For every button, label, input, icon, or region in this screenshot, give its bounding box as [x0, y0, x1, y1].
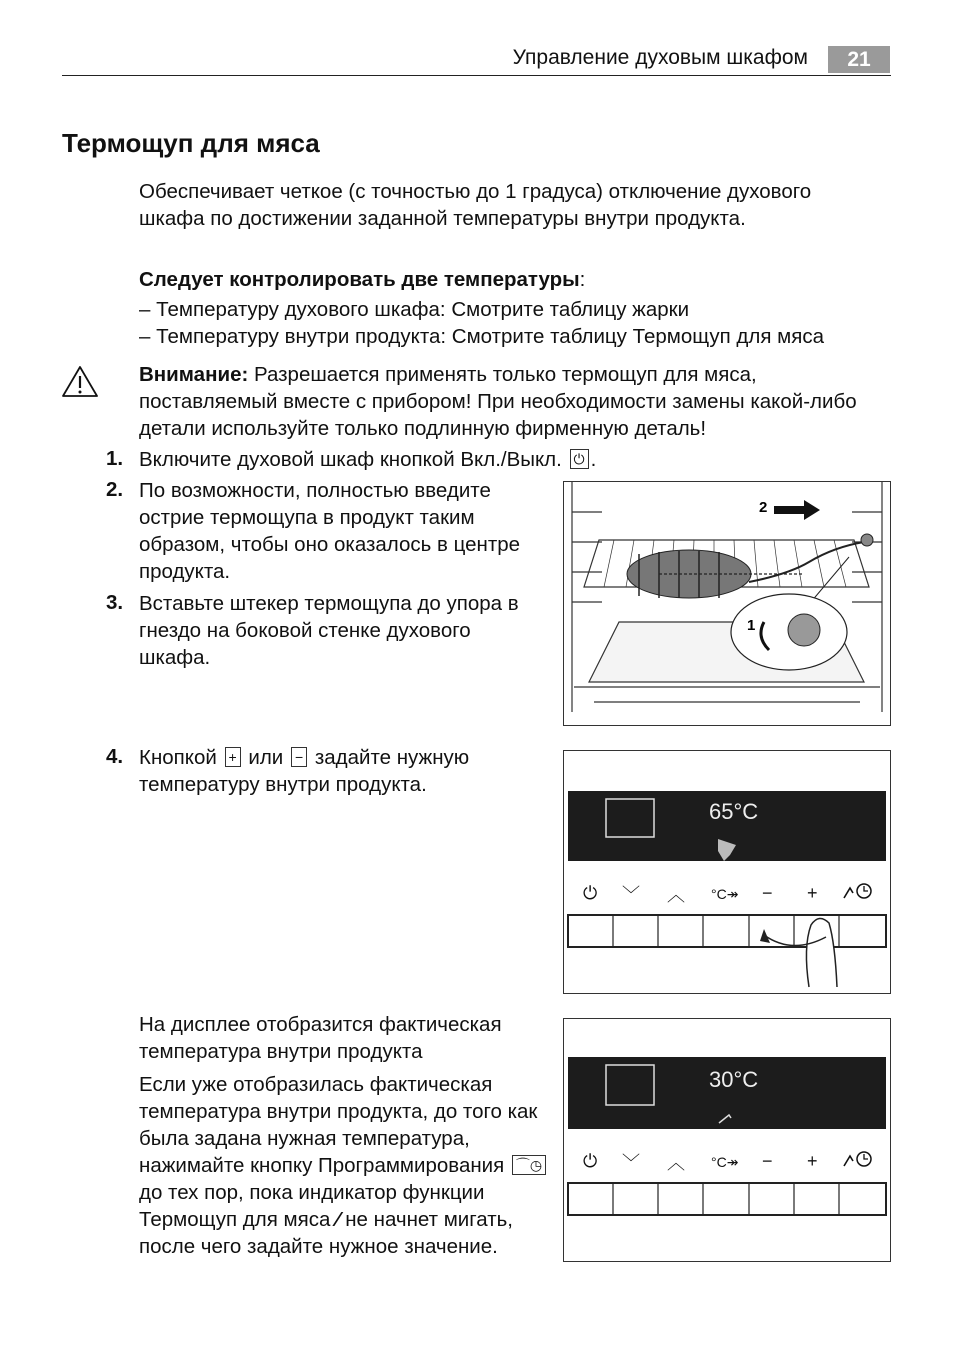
control-item-1: – Температуру духового шкафа: Смотрите таблицу жарки — [139, 298, 690, 321]
programming-note-b: до тех пор, пока индикатор функции Термощуп для мяса — [139, 1181, 485, 1231]
panel-2-illustration — [564, 1019, 890, 1261]
panel-1-power-icon: ⏻ — [583, 883, 598, 903]
step-4-text-b: или — [242, 746, 289, 769]
control-panel-figure-2 — [563, 1018, 891, 1262]
panel-1-fast-heat-icon: °C↠ — [711, 886, 739, 902]
control-heading: Следует контролировать две температуры — [139, 268, 580, 291]
control-item-2: – Температуру внутри продукта: Смотрите таблицу Термощуп для мяса — [139, 325, 824, 348]
meat-probe-icon: ⁄ — [336, 1208, 340, 1231]
pressing-finger — [760, 918, 837, 987]
panel-1-down-icon: ﹀ — [622, 885, 640, 905]
oven-illustration — [564, 482, 890, 725]
panel-2-minus-icon: − — [762, 1151, 773, 1171]
panel-2-symbols — [583, 1151, 871, 1173]
page-number: 21 — [828, 46, 890, 73]
figure-label-1: 1 — [747, 617, 756, 634]
step-2-text: По возможности, полностью введите острие термощупа в продукт таким образом, чтобы оно оказалось в центре продукта. — [139, 479, 521, 583]
panel-2-plus-icon: + — [807, 1151, 818, 1171]
step-2-number: 2. — [106, 478, 124, 501]
header-rule — [62, 75, 891, 76]
step-4-text-c: задайте нужную температуру внутри продукта. — [139, 746, 470, 796]
programming-note-a: Если уже отобразилась фактическая температура внутри продукта, до того как была задана нужная температура, нажимайте кнопку Программирования — [139, 1073, 538, 1177]
panel-1-symbols — [583, 883, 871, 905]
panel-1-illustration — [564, 751, 890, 993]
panel-2-fast-heat-icon: °C↠ — [711, 1154, 739, 1170]
programming-timer-icon: ⌒◷ — [512, 1155, 546, 1175]
figure-label-2: 2 — [759, 499, 768, 516]
warning-text: Разрешается применять только термощуп для мяса, поставляемый вместе с прибором! При необходимости замены какой-либо детали используйте только подлинную фирменную деталь! — [139, 363, 857, 440]
panel-1-minus-icon: − — [762, 883, 773, 903]
step-1-text-main: Включите духовой шкаф кнопкой Вкл./Выкл. — [139, 448, 568, 471]
section-title: Термощуп для мяса — [62, 128, 320, 158]
display-1-temperature: 65°C — [709, 799, 759, 824]
warning-label: Внимание: — [139, 363, 249, 386]
meat-roll — [627, 550, 804, 598]
panel-1-timer-icon — [844, 884, 871, 898]
oven-probe-figure — [563, 481, 891, 726]
panel-2-up-icon: ︿ — [667, 1153, 685, 1173]
programming-note-c: не начнет мигать, после чего задайте нужное значение. — [139, 1208, 513, 1258]
panel-2-down-icon: ﹀ — [622, 1153, 640, 1173]
step-1-period: . — [590, 448, 597, 471]
display-note: На дисплее отобразится фактическая температура внутри продукта — [139, 1013, 502, 1063]
plus-key-icon: + — [225, 747, 241, 767]
panel-2-power-icon: ⏻ — [583, 1151, 598, 1171]
warning-icon — [61, 364, 99, 398]
step-1-number: 1. — [106, 447, 124, 470]
step-3-number: 3. — [106, 591, 124, 614]
step-4-text-a: Кнопкой — [139, 746, 223, 769]
display-2-temperature: 30°C — [709, 1067, 759, 1092]
control-colon: : — [579, 268, 586, 291]
control-panel-figure-1 — [563, 750, 891, 994]
programming-note — [139, 1071, 549, 1260]
step-4-text — [139, 744, 539, 798]
step-4-number: 4. — [106, 745, 124, 768]
panel-1-up-icon: ︿ — [667, 885, 685, 905]
power-icon: ⏻ — [570, 449, 589, 469]
intro-paragraph: Обеспечивает четкое (с точностью до 1 градуса) отключение духового шкафа по достижении заданной температуры внутри продукта. — [139, 180, 812, 230]
running-header-title: Управление духовым шкафом — [512, 46, 808, 69]
control-heading-line — [139, 266, 839, 293]
panel-2-timer-icon — [844, 1152, 871, 1166]
minus-key-icon: − — [291, 747, 307, 767]
step-1-text — [139, 446, 739, 473]
panel-1-plus-icon: + — [807, 883, 818, 903]
warning-paragraph — [139, 361, 899, 442]
step-3-text: Вставьте штекер термощупа до упора в гнездо на боковой стенке духового шкафа. — [139, 592, 519, 669]
